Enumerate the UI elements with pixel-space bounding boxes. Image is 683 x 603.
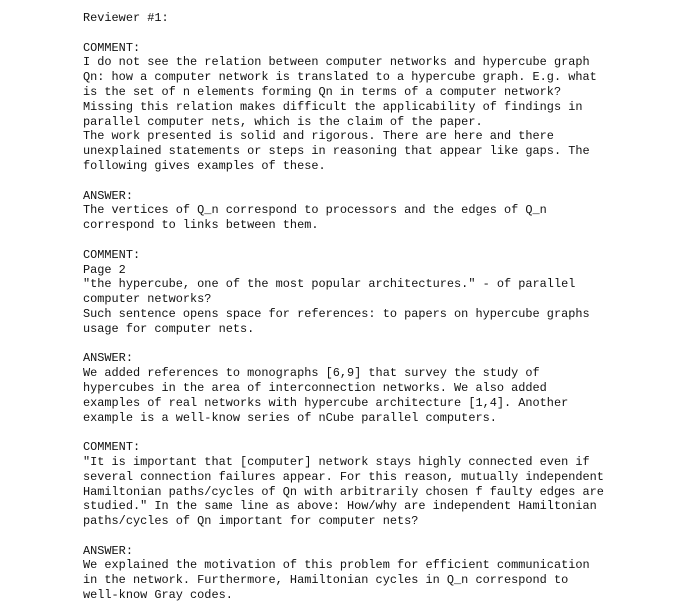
- document-line: [83, 26, 678, 41]
- document-line: [83, 337, 678, 352]
- review-document: [83, 11, 678, 603]
- document-line: Page 2: [83, 262, 126, 277]
- document-line: Missing this relation makes difficult the applicability of findings in: [83, 99, 583, 114]
- document-line: Such sentence opens space for references: to papers on hypercube graphs: [83, 306, 590, 321]
- document-line: ANSWER:: [83, 188, 133, 203]
- document-line: is the set of n elements forming Qn in terms of a computer network?: [83, 84, 562, 99]
- document-line: Hamiltonian paths/cycles of Qn with arbitrarily chosen f faulty edges are: [83, 484, 604, 499]
- document-line: usage for computer nets.: [83, 321, 255, 336]
- document-line: parallel computer nets, which is the claim of the paper.: [83, 114, 483, 129]
- document-line: We explained the motivation of this problem for efficient communication: [83, 558, 590, 573]
- document-line: [83, 529, 678, 544]
- document-line: following gives examples of these.: [83, 158, 326, 173]
- document-line: "the hypercube, one of the most popular architectures." - of parallel: [83, 277, 576, 292]
- document-line: ANSWER:: [83, 351, 133, 366]
- document-line: paths/cycles of Qn important for computer nets?: [83, 514, 419, 529]
- document-line: correspond to links between them.: [83, 218, 319, 233]
- document-line: COMMENT:: [83, 440, 141, 455]
- document-line: "It is important that [computer] network stays highly connected even if: [83, 454, 590, 469]
- document-line: Qn: how a computer network is translated to a hypercube graph. E.g. what: [83, 70, 597, 85]
- document-line: examples of real networks with hypercube architecture [1,4]. Another: [83, 395, 569, 410]
- document-line: example is a well-know series of nCube parallel computers.: [83, 410, 497, 425]
- document-line: The work presented is solid and rigorous. There are here and there: [83, 129, 554, 144]
- document-line: ANSWER:: [83, 543, 133, 558]
- document-line: studied." In the same line as above: How/why are independent Hamiltonian: [83, 499, 597, 514]
- document-line: Reviewer #1:: [83, 11, 169, 25]
- document-line: well-know Gray codes.: [83, 588, 233, 603]
- document-line: [83, 425, 678, 440]
- document-line: in the network. Furthermore, Hamiltonian cycles in Q_n correspond to: [83, 573, 569, 588]
- document-line: unexplained statements or steps in reasoning that appear like gaps. The: [83, 144, 590, 159]
- document-line: The vertices of Q_n correspond to processors and the edges of Q_n: [83, 203, 547, 218]
- document-line: COMMENT:: [83, 40, 141, 55]
- document-line: computer networks?: [83, 292, 212, 307]
- document-line: hypercubes in the area of interconnection networks. We also added: [83, 380, 547, 395]
- document-line: We added references to monographs [6,9] that survey the study of: [83, 366, 540, 381]
- document-line: COMMENT:: [83, 247, 141, 262]
- document-line: I do not see the relation between computer networks and hypercube graph: [83, 55, 590, 70]
- document-line: several connection failures appear. For this reason, mutually independent: [83, 469, 604, 484]
- document-line: [83, 233, 678, 248]
- document-line: [83, 174, 678, 189]
